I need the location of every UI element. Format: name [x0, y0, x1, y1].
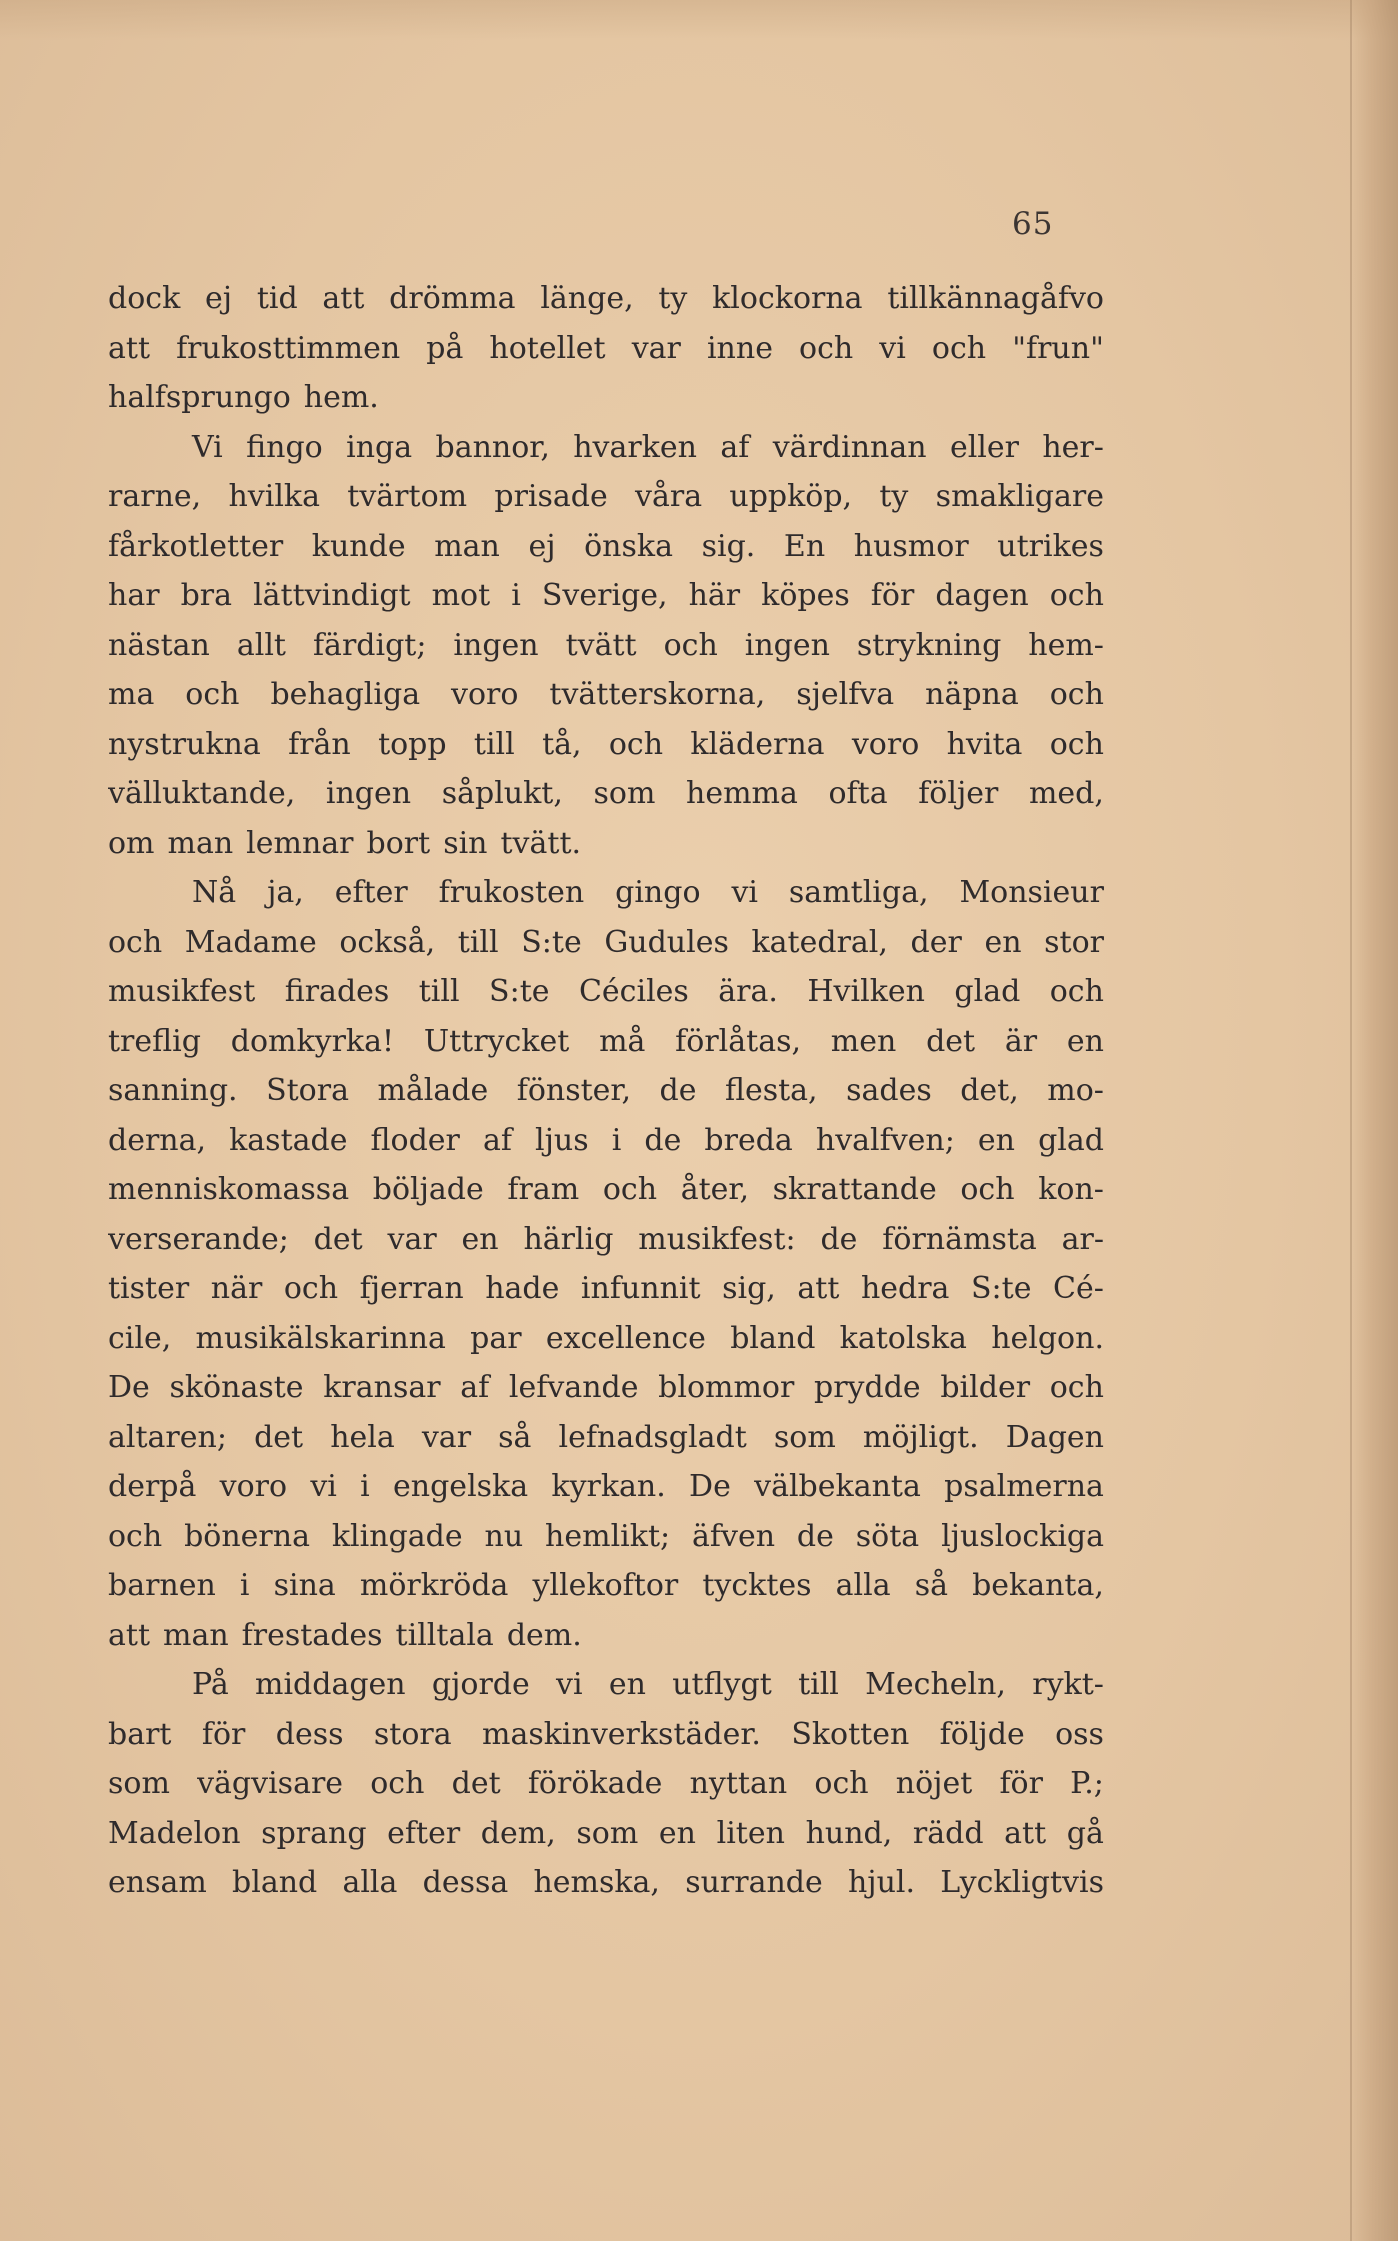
text-line: rarne, hvilka tvärtom prisade våra uppköp, ty smakligare: [108, 479, 1104, 514]
text-line: halfsprungo hem.: [108, 380, 379, 415]
text-line: Nå ja, efter frukosten gingo vi samtliga, Monsieur: [192, 875, 1104, 910]
text-line: om man lemnar bort sin tvätt.: [108, 825, 582, 861]
body-text: [108, 274, 1104, 1908]
text-line: nystrukna från topp till tå, och kläderna voro hvita och: [108, 726, 1104, 762]
page-number: 65: [1012, 206, 1054, 242]
text-line: och bönerna klingade nu hemlikt; äfven de söta ljuslockiga: [108, 1518, 1104, 1554]
text-line: ma och behagliga voro tvätterskorna, sjelfva näpna och: [108, 677, 1104, 712]
text-line: nästan allt färdigt; ingen tvätt och ingen strykning hem-: [108, 627, 1104, 663]
text-line: har bra lättvindigt mot i Sverige, här köpes för dagen och: [108, 578, 1104, 613]
text-line: att frukosttimmen på hotellet var inne och vi och "frun": [108, 330, 1104, 366]
text-line: treflig domkyrka! Uttrycket må förlåtas, men det är en: [108, 1023, 1104, 1059]
text-line: derna, kastade floder af ljus i de breda hvalfven; en glad: [108, 1122, 1104, 1158]
page-top-shading: [0, 0, 1398, 40]
text-line: ensam bland alla dessa hemska, surrande hjul. Lyckligtvis: [108, 1865, 1104, 1900]
text-line: fårkotletter kunde man ej önska sig. En husmor utrikes: [108, 528, 1104, 564]
text-line: cile, musikälskarinna par excellence bland katolska helgon.: [108, 1320, 1104, 1356]
text-line: altaren; det hela var så lefnadsgladt som möjligt. Dagen: [108, 1419, 1104, 1455]
page-right-edge: [1350, 0, 1398, 2241]
text-line: Vi fingo inga bannor, hvarken af värdinnan eller her-: [192, 429, 1104, 465]
text-line: att man frestades tilltala dem.: [108, 1617, 582, 1653]
text-line: verserande; det var en härlig musikfest: de förnämsta ar-: [108, 1221, 1104, 1257]
text-line: De skönaste kransar af lefvande blommor prydde bilder och: [108, 1370, 1104, 1405]
text-line: och Madame också, till S:te Gudules katedral, der en stor: [108, 924, 1104, 960]
text-line: bart för dess stora maskinverkstäder. Skotten följde oss: [108, 1716, 1104, 1752]
text-line: På middagen gjorde vi en utflygt till Mecheln, rykt-: [192, 1667, 1104, 1702]
text-line: dock ej tid att drömma länge, ty klockorna tillkännagåfvo: [108, 281, 1104, 316]
text-line: derpå voro vi i engelska kyrkan. De välbekanta psalmerna: [108, 1469, 1104, 1504]
text-line: som vägvisare och det förökade nyttan och nöjet för P.;: [108, 1766, 1104, 1801]
text-line: menniskomassa böljade fram och åter, skrattande och kon-: [108, 1172, 1104, 1207]
text-line: tister när och fjerran hade infunnit sig, att hedra S:te Cé-: [108, 1271, 1104, 1306]
text-line: välluktande, ingen såplukt, som hemma ofta följer med,: [108, 776, 1104, 811]
text-line: musikfest firades till S:te Céciles ära. Hvilken glad och: [108, 974, 1104, 1009]
text-line: Madelon sprang efter dem, som en liten hund, rädd att gå: [108, 1815, 1104, 1851]
text-line: barnen i sina mörkröda yllekoftor tycktes alla så bekanta,: [108, 1568, 1104, 1603]
page-gutter-line: [1350, 0, 1352, 2241]
text-line: sanning. Stora målade fönster, de flesta, sades det, mo-: [108, 1073, 1104, 1108]
